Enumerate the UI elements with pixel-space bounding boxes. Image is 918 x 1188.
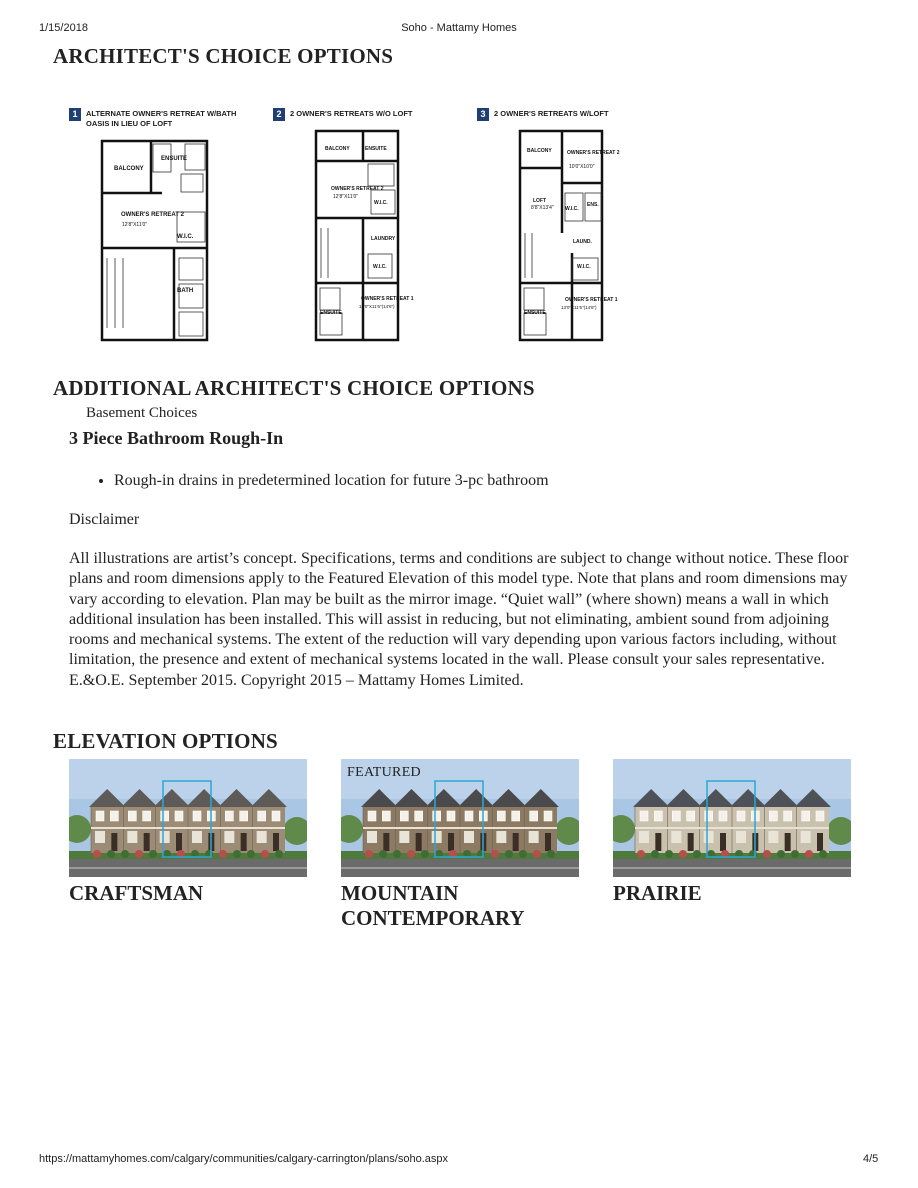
plan-3-caption-text: 2 OWNER'S RETREATS W/LOFT [494, 109, 609, 118]
print-title: Soho - Mattamy Homes [401, 22, 517, 34]
plan-2-label-ensuite-top: ENSUITE [365, 146, 387, 152]
plan-2-label-dim2: 12'8"X11'0" [333, 194, 359, 200]
elevation-image[interactable] [69, 759, 307, 877]
elevation-name[interactable]: MOUNTAIN CONTEMPORARY [341, 881, 525, 930]
plan-1-label-retreat: OWNER'S RETREAT 2 [121, 212, 184, 218]
plan-2-label-wic1: W.I.C. [374, 200, 388, 206]
elevation-image[interactable] [613, 759, 851, 877]
plan-2-drawing [273, 108, 423, 348]
print-date: 1/15/2018 [39, 22, 88, 34]
elevation-name[interactable]: CRAFTSMAN [69, 881, 204, 905]
architect-choice-heading: ARCHITECT'S CHOICE OPTIONS [53, 44, 394, 68]
plan-2-label-laundry: LAUNDRY [371, 236, 396, 242]
plan-3-label-ens: ENS. [587, 202, 599, 208]
plan-1-label-ensuite: ENSUITE [161, 156, 188, 162]
plan-3-label-dim2: 10'0"X10'0" [569, 164, 595, 170]
townhouse-illustration [69, 759, 307, 877]
plan-3-label-loft-dim: 8'8"X13'4" [531, 205, 554, 211]
plan-3-label-balcony: BALCONY [527, 148, 552, 154]
elevation-card-mountain-contemporary[interactable] [341, 759, 579, 931]
print-url: https://mattamyhomes.com/calgary/communities/calgary-carrington/plans/soho.aspx [39, 1153, 449, 1165]
plan-2-label-wic2: W.I.C. [373, 264, 387, 270]
featured-badge: FEATURED [347, 765, 421, 780]
plan-1-drawing [69, 108, 219, 348]
disclaimer-label: Disclaimer [69, 511, 140, 528]
plan-3-label-loft: LOFT [533, 198, 547, 204]
plan-3-label-retreat1: OWNER'S RETREAT 1 [565, 297, 618, 303]
plan-2-label-retreat1: OWNER'S RETREAT 1 [361, 296, 414, 302]
print-page-number: 4/5 [863, 1153, 879, 1165]
plan-2-label-balcony: BALCONY [325, 146, 350, 152]
plan-1-number: 1 [69, 108, 81, 121]
plan-2-number: 2 [273, 108, 285, 121]
plan-1-label-dim: 12'8"X11'0" [122, 222, 148, 228]
additional-options-heading: ADDITIONAL ARCHITECT'S CHOICE OPTIONS [53, 376, 535, 400]
plan-1-label-bath: BATH [177, 288, 194, 294]
elevation-card-prairie[interactable] [613, 759, 851, 906]
plan-2-label-ensuite: ENSUITE [320, 310, 342, 316]
plan-3-number: 3 [477, 108, 489, 121]
basement-choices-label: Basement Choices [86, 405, 198, 421]
disclaimer-text: All illustrations are artist’s concept. Specifications, terms and conditions are subject to change without notice. These floor plans and room dimensions apply to the Featured Elevation of this model type. Note that plans and room dimensions may vary according to elevation. Plan may be built as the mirror image. “Quiet wall” (where shown) means a wall in which additional insulation has been installed. This will assist in reducing, but not eliminating, ambient sound from adjoining rooms and mechanical systems. The extent of the reduction will vary depending upon various factors including, without limitation, the presence and extent of mechanical systems located in the wall. Please consult your sales representative. E.&O.E. September 2015. Copyright 2015 – Mattamy Homes Limited. [69, 550, 849, 689]
plan-3-label-wic2: W.I.C. [577, 264, 591, 270]
plan-1-label-balcony: BALCONY [114, 166, 144, 172]
elevation-image[interactable] [341, 759, 579, 877]
rough-in-list [94, 472, 549, 490]
plan-1-caption-text: ALTERNATE OWNER'S RETREAT W/BATH OASIS IN LIEU OF LOFT [86, 109, 237, 128]
plan-3-label-retreat2: OWNER'S RETREAT 2 [567, 150, 620, 156]
plan-1-label-wic: W.I.C. [177, 234, 194, 240]
plan-3-drawing [477, 108, 627, 348]
plan-2-caption-text: 2 OWNER'S RETREATS W/O LOFT [290, 109, 413, 118]
bathroom-rough-in-title: 3 Piece Bathroom Rough-In [69, 428, 284, 448]
list-item: • Rough-in drains in predetermined location for future 3-pc bathroom [114, 472, 549, 490]
elevation-options-heading: ELEVATION OPTIONS [53, 729, 278, 753]
townhouse-illustration [613, 759, 851, 877]
plan-2-label-retreat2: OWNER'S RETREAT 2 [331, 186, 384, 192]
elevation-name[interactable]: PRAIRIE [613, 881, 702, 905]
plan-3-label-ensuite: ENSUITE [524, 310, 546, 316]
plan-2-label-dim1: 13'0"X11'6"(14'6") [359, 304, 395, 309]
elevation-card-craftsman[interactable] [69, 759, 307, 906]
plan-3-label-dim1: 13'0"X11'6"(14'6") [561, 305, 597, 310]
plan-3-label-wic1: W.I.C. [565, 206, 579, 212]
plan-3-label-laund: LAUND. [573, 239, 592, 245]
